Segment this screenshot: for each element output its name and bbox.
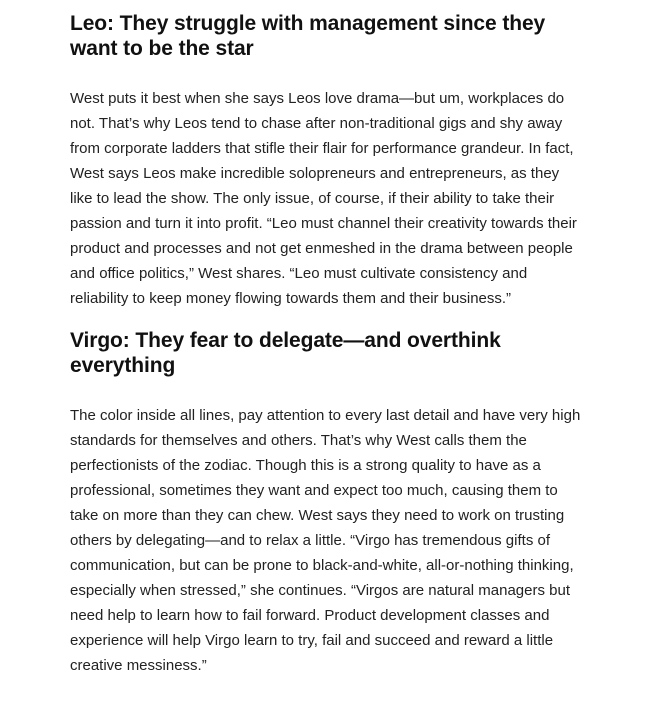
section-heading-virgo: Virgo: They fear to delegate—and overthink everything — [70, 329, 501, 377]
section-paragraph-virgo: The color inside all lines, pay attention to every last detail and have very high standards for themselves and others. That’s why West calls them the perfectionists of the zodiac. Though this is a strong quality to have as a professional, sometimes they want and expect too much, causing them to take on more than they can chew. West says they need to work on trusting others by delegating—and to relax a little. “Virgo has tremendous gifts of communication, but can be prone to black-and-white, all-or-nothing thinking, especially when stressed,” she continues. “Virgos are natural managers but need help to learn how to fail forward. Product development classes and experience will help Virgo learn to try, fail and succeed and reward a little creative messiness.” — [70, 407, 581, 674]
section-heading-leo: Leo: They struggle with management since they want to be the star — [70, 12, 546, 60]
article-body — [70, 8, 585, 678]
section-paragraph-leo: West puts it best when she says Leos love drama—but um, workplaces do not. That’s why Leos tend to chase after non-traditional gigs and shy away from corporate ladders that stifle their flair for performance grandeur. In fact, West says Leos make incredible solopreneurs and entrepreneurs, as they like to lead the show. The only issue, of course, if their ability to take their passion and turn it into profit. “Leo must channel their creativity towards their product and processes and not get enmeshed in the drama between people and office politics,” West shares. “Leo must cultivate consistency and reliability to keep money flowing towards them and their business.” — [70, 90, 577, 307]
